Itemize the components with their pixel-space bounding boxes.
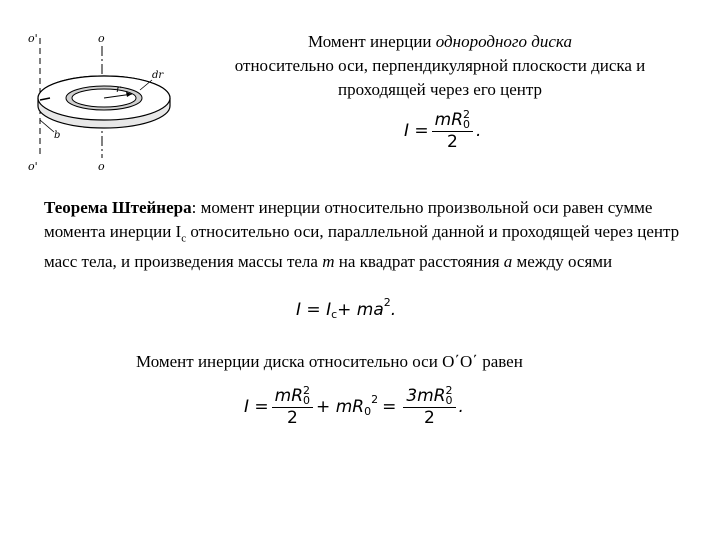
title-line1-text: Момент инерции <box>308 32 436 51</box>
disk-diagram <box>28 28 178 176</box>
label-o-top: o <box>98 32 105 45</box>
title-line3: проходящей через его центр <box>337 80 543 99</box>
label-r: r <box>116 84 121 95</box>
label-o-bottom: o <box>98 160 105 173</box>
formula-disk-moment: I = mR 2 0 2 . <box>404 108 482 152</box>
steiner-term: Теорема Штейнера <box>44 198 192 217</box>
label-o-prime-bottom: o' <box>28 160 38 173</box>
formula-steiner: I = I c + ma 2 . <box>296 295 397 321</box>
result-line: Момент инерции диска относительно оси O΄O΄ равен <box>136 352 523 371</box>
label-b: b <box>54 130 61 141</box>
label-dr: dr <box>152 70 164 81</box>
title-line1-italic: однородного диска <box>435 32 572 51</box>
steiner-paragraph: Теорема Штейнера: момент инерции относительно произвольной оси равен сумме момента инерции $I_c$ относительно оси, параллельной данной и проходящей через центр масс тела, и произведения массы тела m на квадрат расстояния a между осями <box>44 198 680 272</box>
section-title <box>180 30 700 102</box>
formula-result: I = mR 2 0 2 + mR 0 2 = 3mR 2 0 2 . <box>244 384 464 428</box>
label-o-prime-top: o' <box>28 32 38 45</box>
title-line2: относительно оси, перпендикулярной плоскости диска и <box>234 56 646 75</box>
